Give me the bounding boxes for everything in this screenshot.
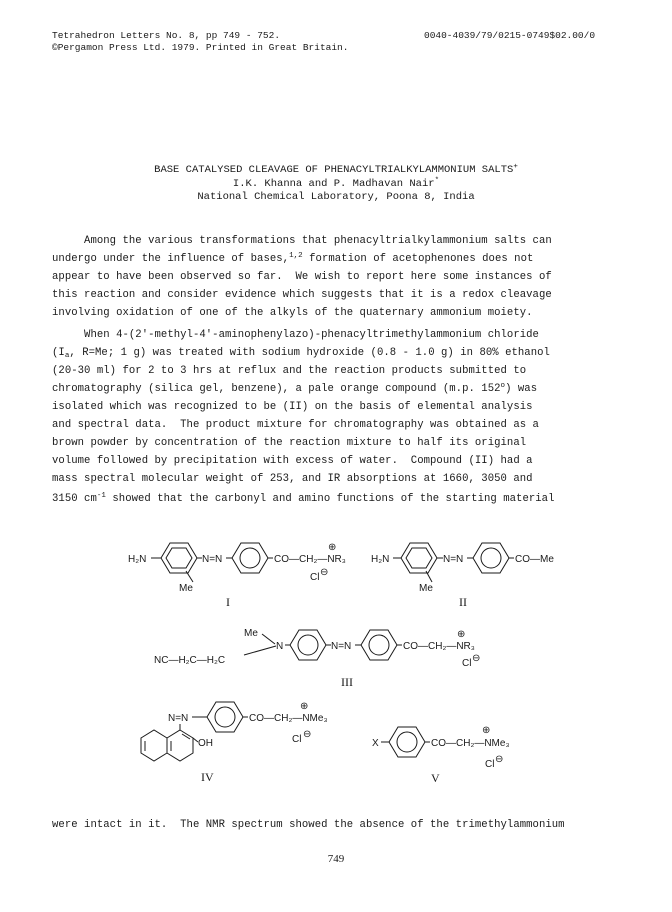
s1-minus: ⊖ xyxy=(320,567,329,578)
structure-I xyxy=(128,542,346,609)
p1-line-4: this reaction and consider evidence which suggests that it is a redox cleavage xyxy=(52,289,552,301)
paper-title-text: BASE CATALYSED CLEAVAGE OF PHENACYLTRIALKYLAMMONIUM SALTS xyxy=(154,164,514,176)
label-I: I xyxy=(226,595,230,609)
s5-chloride: Cl xyxy=(485,759,495,770)
wavenumber-unit-exp: -1 xyxy=(96,492,106,500)
degree-mark: o xyxy=(500,382,506,390)
structure-IV xyxy=(141,701,328,784)
s1-chloride: Cl xyxy=(310,572,320,583)
s1-h2n: H₂N xyxy=(128,554,147,565)
s3-plus: ⊕ xyxy=(457,629,466,640)
p2-line-3: (20-30 ml) for 2 to 3 hrs at reflux and the reaction products submitted to xyxy=(52,365,527,377)
s3-methyl: Me xyxy=(244,628,258,639)
s4-minus: ⊖ xyxy=(303,729,312,740)
label-II: II xyxy=(459,595,467,609)
p2-line-10-a: 3150 cm xyxy=(52,493,97,505)
s4-hydroxyl: OH xyxy=(198,738,213,749)
p2-line-2-a: (I xyxy=(52,347,65,359)
s5-minus: ⊖ xyxy=(495,754,504,765)
p2-line-8: volume followed by precipitation with excess of water. Compound (II) had a xyxy=(52,455,533,467)
p2-line-7: brown powder by concentration of the reaction mixture to half its original xyxy=(52,437,527,449)
p1-line-5: involving oxidation of one of the alkyls of the quaternary ammonium moiety. xyxy=(52,307,533,319)
p2-line-9: mass spectral molecular weight of 253, and IR absorptions at 1660, 3050 and xyxy=(52,473,533,485)
p2-line-10-b: showed that the carbonyl and amino functions of the starting material xyxy=(105,493,555,505)
s3-minus: ⊖ xyxy=(472,653,481,664)
label-IV: IV xyxy=(201,770,214,784)
s4-azo: N=N xyxy=(168,713,189,724)
p1-line-2-a: undergo under the influence of bases, xyxy=(52,253,290,265)
p2-line-5: isolated which was recognized to be (II) on the basis of elemental analysis xyxy=(52,401,533,413)
p2-line-4-a: chromatography (silica gel, benzene), a pale orange compound (m.p. 152 xyxy=(52,383,501,395)
s1-plus: ⊕ xyxy=(328,542,337,553)
p1-line-3: appear to have been observed so far. We wish to report here some instances of xyxy=(52,271,552,283)
p1-line-2-b: formation of acetophenones does not xyxy=(302,253,534,265)
s2-methyl: Me xyxy=(419,583,433,594)
subscript-a: a xyxy=(64,352,70,360)
p2-line-6: and spectral data. The product mixture for chromatography was obtained as a xyxy=(52,419,539,431)
s3-nitrogen: N xyxy=(276,641,284,652)
s4-chloride: Cl xyxy=(292,734,302,745)
structure-V xyxy=(372,725,510,785)
p1-line-1: Among the various transformations that phenacyltrialkylammonium salts can xyxy=(52,235,552,247)
s1-methyl: Me xyxy=(179,583,193,594)
s4-plus: ⊕ xyxy=(300,701,309,712)
s5-x: X xyxy=(372,738,379,749)
s3-azo: N=N xyxy=(331,641,352,652)
s2-h2n: H₂N xyxy=(371,554,390,565)
structure-III xyxy=(154,628,480,689)
affiliation: National Chemical Laboratory, Poona 8, India xyxy=(197,191,475,203)
label-III: III xyxy=(341,675,353,689)
s2-azo: N=N xyxy=(443,554,464,565)
page-number: 749 xyxy=(327,853,345,865)
author-footnote-mark: * xyxy=(434,177,440,185)
publisher-line: ©Pergamon Press Ltd. 1979. Printed in Great Britain. xyxy=(52,42,349,53)
s3-chloride: Cl xyxy=(462,658,472,669)
s5-plus: ⊕ xyxy=(482,725,491,736)
label-V: V xyxy=(431,771,440,785)
s4-tail: CO—CH₂—NMe₃ xyxy=(249,713,328,724)
s3-tail: CO—CH₂—NR₃ xyxy=(403,641,475,652)
s3-chain: NC—H₂C—H₂C xyxy=(154,655,226,666)
s5-tail: CO—CH₂—NMe₃ xyxy=(431,738,510,749)
authors: I.K. Khanna and P. Madhavan Nair xyxy=(232,178,435,190)
final-text-line: were intact in it. The NMR spectrum showed the absence of the trimethylammonium xyxy=(52,819,565,831)
s1-tail: CO—CH₂—NR₃ xyxy=(274,554,346,565)
s1-azo: N=N xyxy=(202,554,223,565)
p2-line-2-b: , R=Me; 1 g) was treated with sodium hydroxide (0.8 - 1.0 g) in 80% ethanol xyxy=(69,347,550,359)
p2-line-4-b: ) was xyxy=(505,383,538,395)
structure-II xyxy=(371,543,554,609)
p2-line-1: When 4-(2'-methyl-4'-aminophenylazo)-phenacyltrimethylammonium chloride xyxy=(52,329,539,341)
citation-1-2: 1,2 xyxy=(289,252,303,260)
s2-tail: CO—Me xyxy=(515,554,554,565)
journal-citation: Tetrahedron Letters No. 8, pp 749 - 752. xyxy=(52,30,281,41)
title-footnote-mark: + xyxy=(513,163,518,171)
article-code: 0040-4039/79/0215-0749$02.00/0 xyxy=(424,30,596,41)
